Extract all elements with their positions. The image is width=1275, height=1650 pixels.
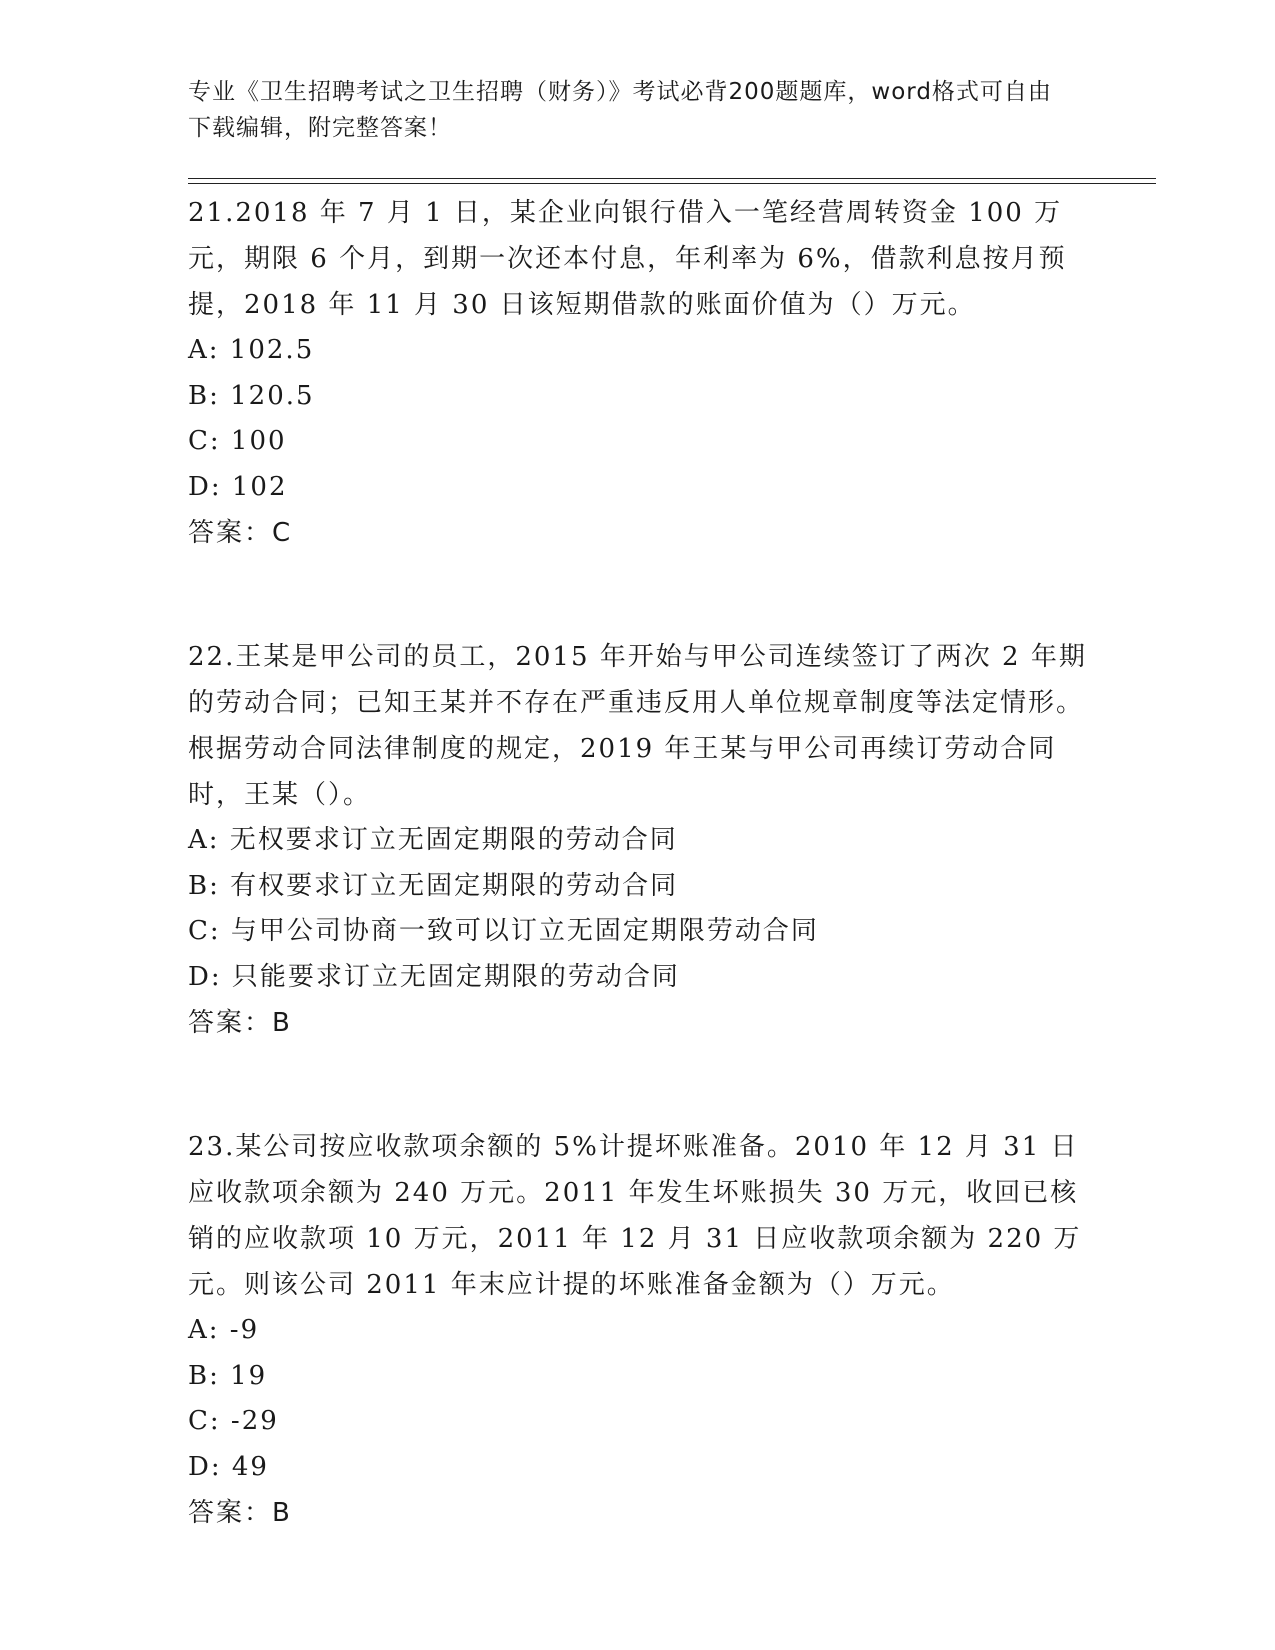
option-b: B: 120.5: [188, 380, 315, 411]
option-d: D: 49: [188, 1451, 269, 1482]
header-divider-top: [188, 178, 1156, 179]
option-d: D: 只能要求订立无固定期限的劳动合同: [188, 961, 680, 992]
answer: 答案：B: [188, 1008, 292, 1038]
question-22: [188, 634, 1088, 1046]
question-text: 22.王某是甲公司的员工，2015 年开始与甲公司连续签订了两次 2 年期的劳动合同；已知王某并不存在严重违反用人单位规章制度等法定情形。根据劳动合同法律制度的规定，2019 年王某与甲公司再续订劳动合同时，王某（）。: [188, 642, 1087, 810]
answer: 答案：B: [188, 1498, 292, 1528]
question-spacer: [188, 556, 1088, 634]
option-c: C: 100: [188, 426, 287, 456]
option-c: C: 与甲公司协商一致可以订立无固定期限劳动合同: [188, 916, 819, 946]
question-list: [188, 190, 1088, 1536]
option-a: A: 无权要求订立无固定期限的劳动合同: [188, 825, 678, 855]
option-b: B: 19: [188, 1360, 268, 1391]
answer: 答案：C: [188, 518, 293, 548]
option-a: A: -9: [188, 1315, 260, 1345]
question-23: [188, 1124, 1088, 1536]
option-b: B: 有权要求订立无固定期限的劳动合同: [188, 870, 679, 901]
question-spacer: [188, 1046, 1088, 1124]
question-21: [188, 190, 1088, 556]
document-header: 专业《卫生招聘考试之卫生招聘（财务）》考试必背200题题库，word格式可自由下载编辑，附完整答案！: [188, 79, 1052, 141]
option-d: D: 102: [188, 471, 288, 502]
question-text: 23.某公司按应收款项余额的 5%计提坏账准备。2010 年 12 月 31 日应收款项余额为 240 万元。2011 年发生坏账损失 30 万元，收回已核销的应收款项 10 万元，2011 年 12 月 31 日应收款项余额为 220 万元。则该公司 2011 年末应计提的坏账准备金额为（）万元。: [188, 1132, 1082, 1300]
option-c: C: -29: [188, 1406, 279, 1436]
option-a: A: 102.5: [188, 335, 315, 365]
question-text: 21.2018 年 7 月 1 日，某企业向银行借入一笔经营周转资金 100 万元，期限 6 个月，到期一次还本付息，年利率为 6%，借款利息按月预提，2018 年 11 月 30 日该短期借款的账面价值为（）万元。: [188, 198, 1067, 320]
header-divider-bottom: [188, 183, 1156, 184]
